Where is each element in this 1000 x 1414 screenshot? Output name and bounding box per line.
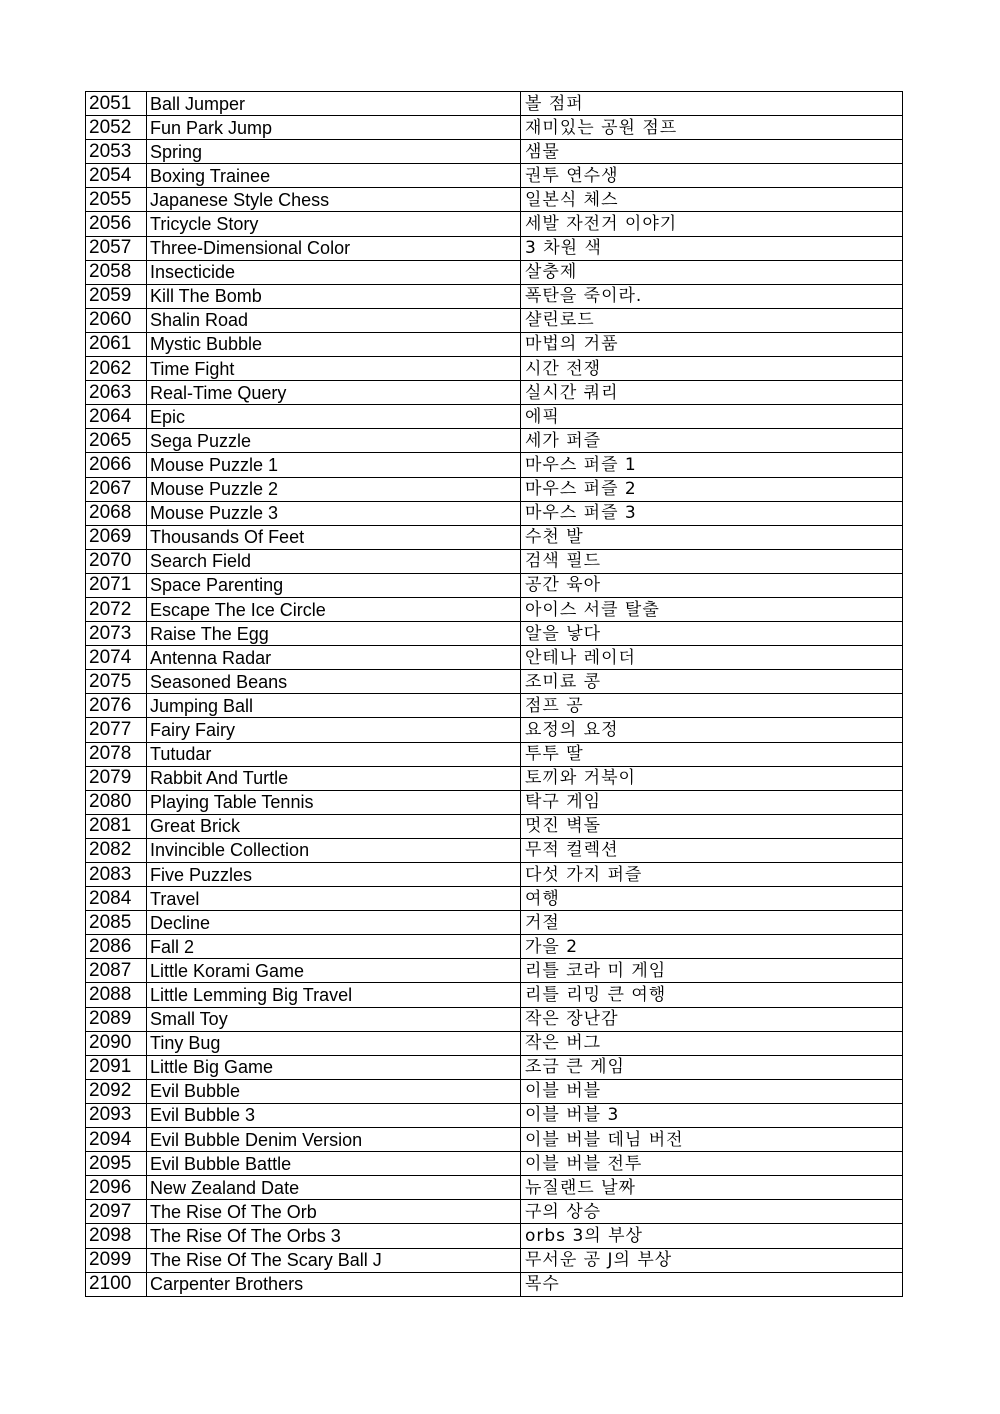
row-number: 2088 xyxy=(86,983,147,1007)
row-number: 2058 xyxy=(86,260,147,284)
english-title: Evil Bubble Denim Version xyxy=(147,1128,521,1152)
korean-title: 3 차원 색 xyxy=(521,236,903,260)
row-number: 2093 xyxy=(86,1103,147,1127)
korean-title: 안테나 레이더 xyxy=(521,646,903,670)
row-number: 2069 xyxy=(86,525,147,549)
row-number: 2066 xyxy=(86,453,147,477)
english-title: Kill The Bomb xyxy=(147,284,521,308)
table-row xyxy=(86,597,903,621)
english-title: Invincible Collection xyxy=(147,838,521,862)
row-number: 2094 xyxy=(86,1128,147,1152)
table-row xyxy=(86,1031,903,1055)
table-row xyxy=(86,381,903,405)
row-number: 2072 xyxy=(86,597,147,621)
korean-title: 작은 버그 xyxy=(521,1031,903,1055)
english-title: Small Toy xyxy=(147,1007,521,1031)
korean-title: 조금 큰 게임 xyxy=(521,1055,903,1079)
korean-title: 마우스 퍼즐 3 xyxy=(521,501,903,525)
english-title: Travel xyxy=(147,887,521,911)
table-row xyxy=(86,573,903,597)
korean-title: 이블 버블 xyxy=(521,1079,903,1103)
korean-title: 다섯 가지 퍼즐 xyxy=(521,863,903,887)
english-title: Mouse Puzzle 1 xyxy=(147,453,521,477)
korean-title: 이블 버블 전투 xyxy=(521,1152,903,1176)
english-title: Thousands Of Feet xyxy=(147,525,521,549)
table-row xyxy=(86,308,903,332)
english-title: Space Parenting xyxy=(147,573,521,597)
row-number: 2099 xyxy=(86,1248,147,1272)
english-title: The Rise Of The Orbs 3 xyxy=(147,1224,521,1248)
english-title: Little Big Game xyxy=(147,1055,521,1079)
english-title: Playing Table Tennis xyxy=(147,790,521,814)
table-body xyxy=(86,92,903,1297)
english-title: Spring xyxy=(147,140,521,164)
row-number: 2100 xyxy=(86,1272,147,1296)
english-title: Great Brick xyxy=(147,814,521,838)
english-title: Seasoned Beans xyxy=(147,670,521,694)
table-row xyxy=(86,164,903,188)
table-row xyxy=(86,357,903,381)
row-number: 2060 xyxy=(86,308,147,332)
korean-title: 폭탄을 죽이라. xyxy=(521,284,903,308)
english-title: The Rise Of The Scary Ball J xyxy=(147,1248,521,1272)
korean-title: 요정의 요정 xyxy=(521,718,903,742)
row-number: 2055 xyxy=(86,188,147,212)
english-title: Real-Time Query xyxy=(147,381,521,405)
row-number: 2081 xyxy=(86,814,147,838)
korean-title: 볼 점퍼 xyxy=(521,92,903,116)
table-row xyxy=(86,863,903,887)
table-row xyxy=(86,429,903,453)
table-row xyxy=(86,814,903,838)
korean-title: 수천 발 xyxy=(521,525,903,549)
korean-title: 시간 전쟁 xyxy=(521,357,903,381)
korean-title: 작은 장난감 xyxy=(521,1007,903,1031)
table-row xyxy=(86,670,903,694)
english-title: Japanese Style Chess xyxy=(147,188,521,212)
english-title: Mouse Puzzle 2 xyxy=(147,477,521,501)
row-number: 2079 xyxy=(86,766,147,790)
table-row xyxy=(86,983,903,1007)
table-row xyxy=(86,1152,903,1176)
korean-title: 아이스 서클 탈출 xyxy=(521,597,903,621)
english-title: Shalin Road xyxy=(147,308,521,332)
korean-title: 가을 2 xyxy=(521,935,903,959)
row-number: 2095 xyxy=(86,1152,147,1176)
korean-title: 마우스 퍼즐 1 xyxy=(521,453,903,477)
korean-title: 무적 컬렉션 xyxy=(521,838,903,862)
korean-title: 마우스 퍼즐 2 xyxy=(521,477,903,501)
row-number: 2085 xyxy=(86,911,147,935)
table-row xyxy=(86,260,903,284)
table-row xyxy=(86,477,903,501)
row-number: 2052 xyxy=(86,116,147,140)
table-row xyxy=(86,646,903,670)
korean-title: 탁구 게임 xyxy=(521,790,903,814)
row-number: 2071 xyxy=(86,573,147,597)
table-row xyxy=(86,501,903,525)
korean-title: 세가 퍼즐 xyxy=(521,429,903,453)
korean-title: 에픽 xyxy=(521,405,903,429)
row-number: 2090 xyxy=(86,1031,147,1055)
english-title: Time Fight xyxy=(147,357,521,381)
table-row xyxy=(86,1272,903,1296)
table-row xyxy=(86,236,903,260)
korean-title: 샬린로드 xyxy=(521,308,903,332)
row-number: 2082 xyxy=(86,838,147,862)
row-number: 2089 xyxy=(86,1007,147,1031)
row-number: 2077 xyxy=(86,718,147,742)
english-title: Rabbit And Turtle xyxy=(147,766,521,790)
table-row xyxy=(86,1200,903,1224)
english-title: Jumping Ball xyxy=(147,694,521,718)
korean-title: 멋진 벽돌 xyxy=(521,814,903,838)
english-title: Little Lemming Big Travel xyxy=(147,983,521,1007)
row-number: 2086 xyxy=(86,935,147,959)
table-row xyxy=(86,549,903,573)
table-row xyxy=(86,766,903,790)
english-title: Mouse Puzzle 3 xyxy=(147,501,521,525)
english-title: The Rise Of The Orb xyxy=(147,1200,521,1224)
english-title: Search Field xyxy=(147,549,521,573)
row-number: 2053 xyxy=(86,140,147,164)
korean-title: 이블 버블 3 xyxy=(521,1103,903,1127)
english-title: Fall 2 xyxy=(147,935,521,959)
row-number: 2080 xyxy=(86,790,147,814)
table-row xyxy=(86,116,903,140)
table-row xyxy=(86,212,903,236)
table-row xyxy=(86,92,903,116)
table-row xyxy=(86,1079,903,1103)
english-title: Raise The Egg xyxy=(147,622,521,646)
english-title: Boxing Trainee xyxy=(147,164,521,188)
table-row xyxy=(86,453,903,477)
table-row xyxy=(86,935,903,959)
row-number: 2098 xyxy=(86,1224,147,1248)
english-title: Tiny Bug xyxy=(147,1031,521,1055)
row-number: 2065 xyxy=(86,429,147,453)
korean-title: 구의 상승 xyxy=(521,1200,903,1224)
korean-title: 투투 딸 xyxy=(521,742,903,766)
korean-title: 권투 연수생 xyxy=(521,164,903,188)
korean-title: 검색 필드 xyxy=(521,549,903,573)
english-title: Decline xyxy=(147,911,521,935)
table-row xyxy=(86,742,903,766)
table-row xyxy=(86,525,903,549)
document-page xyxy=(85,91,903,1297)
korean-title: 무서운 공 J의 부상 xyxy=(521,1248,903,1272)
row-number: 2068 xyxy=(86,501,147,525)
korean-title: 리틀 리밍 큰 여행 xyxy=(521,983,903,1007)
table-row xyxy=(86,718,903,742)
korean-title: 여행 xyxy=(521,887,903,911)
row-number: 2064 xyxy=(86,405,147,429)
english-title: Three-Dimensional Color xyxy=(147,236,521,260)
row-number: 2062 xyxy=(86,357,147,381)
korean-title: 뉴질랜드 날짜 xyxy=(521,1176,903,1200)
korean-title: 살충제 xyxy=(521,260,903,284)
row-number: 2083 xyxy=(86,863,147,887)
table-row xyxy=(86,1055,903,1079)
korean-title: 조미료 콩 xyxy=(521,670,903,694)
row-number: 2061 xyxy=(86,332,147,356)
english-title: Carpenter Brothers xyxy=(147,1272,521,1296)
english-title: Evil Bubble 3 xyxy=(147,1103,521,1127)
game-title-table xyxy=(85,91,903,1297)
table-row xyxy=(86,887,903,911)
english-title: Mystic Bubble xyxy=(147,332,521,356)
table-row xyxy=(86,1248,903,1272)
english-title: Evil Bubble Battle xyxy=(147,1152,521,1176)
korean-title: 이블 버블 데님 버전 xyxy=(521,1128,903,1152)
korean-title: 재미있는 공원 점프 xyxy=(521,116,903,140)
table-row xyxy=(86,1224,903,1248)
table-row xyxy=(86,959,903,983)
row-number: 2063 xyxy=(86,381,147,405)
english-title: Sega Puzzle xyxy=(147,429,521,453)
table-row xyxy=(86,1007,903,1031)
korean-title: 거절 xyxy=(521,911,903,935)
row-number: 2078 xyxy=(86,742,147,766)
english-title: Escape The Ice Circle xyxy=(147,597,521,621)
table-row xyxy=(86,838,903,862)
row-number: 2097 xyxy=(86,1200,147,1224)
english-title: Tutudar xyxy=(147,742,521,766)
english-title: Evil Bubble xyxy=(147,1079,521,1103)
english-title: Insecticide xyxy=(147,260,521,284)
table-row xyxy=(86,140,903,164)
table-row xyxy=(86,284,903,308)
english-title: Little Korami Game xyxy=(147,959,521,983)
korean-title: 세발 자전거 이야기 xyxy=(521,212,903,236)
row-number: 2092 xyxy=(86,1079,147,1103)
english-title: Tricycle Story xyxy=(147,212,521,236)
row-number: 2056 xyxy=(86,212,147,236)
table-row xyxy=(86,911,903,935)
table-row xyxy=(86,694,903,718)
english-title: Fun Park Jump xyxy=(147,116,521,140)
row-number: 2074 xyxy=(86,646,147,670)
korean-title: 마법의 거품 xyxy=(521,332,903,356)
korean-title: 실시간 쿼리 xyxy=(521,381,903,405)
english-title: Five Puzzles xyxy=(147,863,521,887)
table-row xyxy=(86,622,903,646)
korean-title: 목수 xyxy=(521,1272,903,1296)
korean-title: 토끼와 거북이 xyxy=(521,766,903,790)
row-number: 2084 xyxy=(86,887,147,911)
row-number: 2096 xyxy=(86,1176,147,1200)
korean-title: 일본식 체스 xyxy=(521,188,903,212)
row-number: 2073 xyxy=(86,622,147,646)
row-number: 2051 xyxy=(86,92,147,116)
row-number: 2059 xyxy=(86,284,147,308)
row-number: 2067 xyxy=(86,477,147,501)
row-number: 2054 xyxy=(86,164,147,188)
english-title: Fairy Fairy xyxy=(147,718,521,742)
row-number: 2087 xyxy=(86,959,147,983)
english-title: Ball Jumper xyxy=(147,92,521,116)
table-row xyxy=(86,1103,903,1127)
row-number: 2091 xyxy=(86,1055,147,1079)
english-title: New Zealand Date xyxy=(147,1176,521,1200)
korean-title: 리틀 코라 미 게임 xyxy=(521,959,903,983)
table-row xyxy=(86,332,903,356)
table-row xyxy=(86,405,903,429)
row-number: 2070 xyxy=(86,549,147,573)
korean-title: 공간 육아 xyxy=(521,573,903,597)
table-row xyxy=(86,1128,903,1152)
row-number: 2076 xyxy=(86,694,147,718)
table-row xyxy=(86,188,903,212)
korean-title: 알을 낳다 xyxy=(521,622,903,646)
korean-title: 샘물 xyxy=(521,140,903,164)
korean-title: 점프 공 xyxy=(521,694,903,718)
row-number: 2075 xyxy=(86,670,147,694)
korean-title: orbs 3의 부상 xyxy=(521,1224,903,1248)
row-number: 2057 xyxy=(86,236,147,260)
english-title: Epic xyxy=(147,405,521,429)
english-title: Antenna Radar xyxy=(147,646,521,670)
table-row xyxy=(86,790,903,814)
table-row xyxy=(86,1176,903,1200)
